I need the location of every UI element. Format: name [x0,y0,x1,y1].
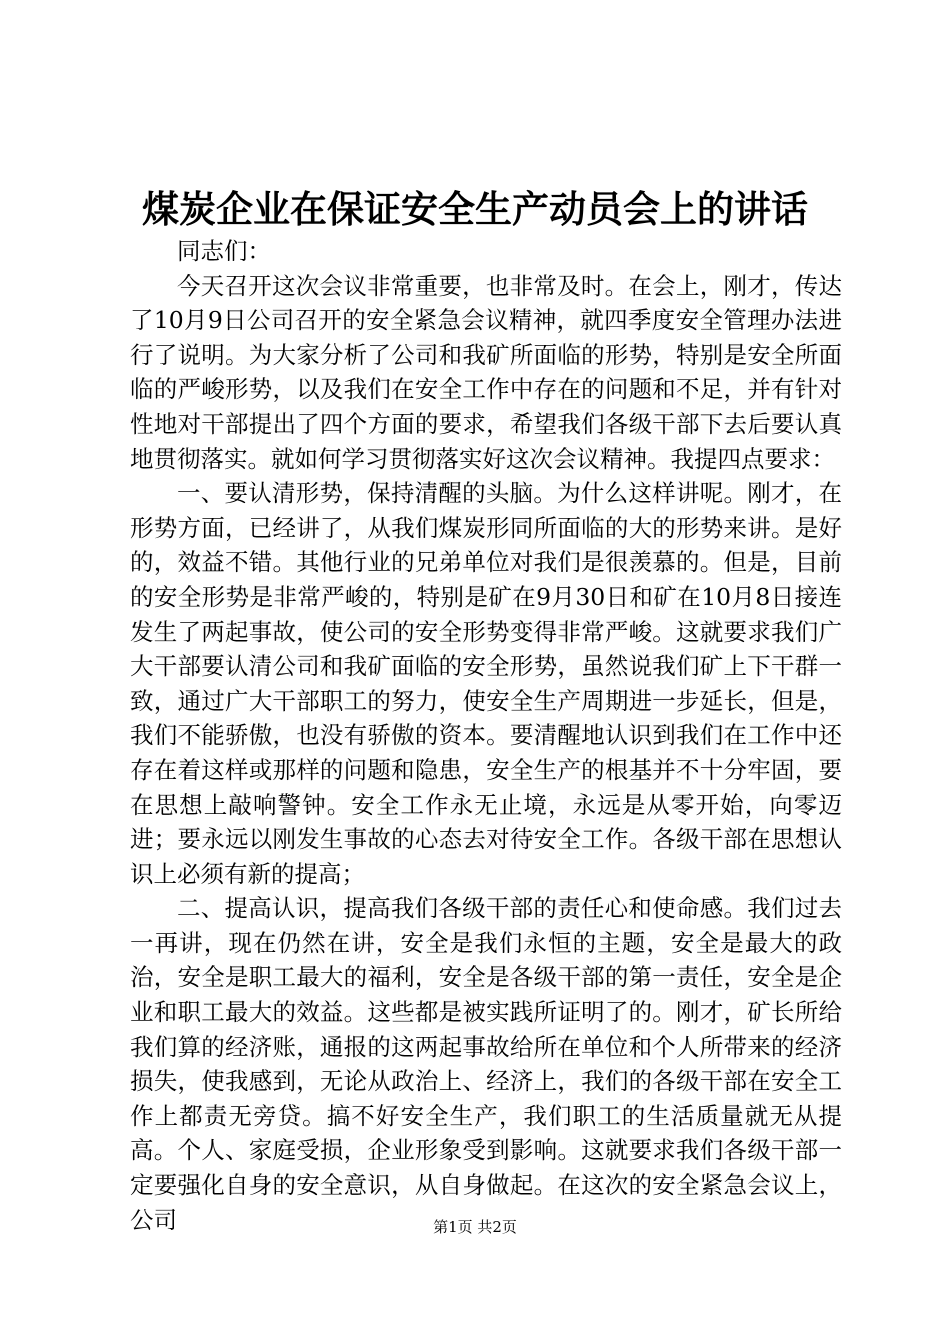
salutation: 同志们： [177,237,271,265]
paragraph-intro: 今天召开这次会议非常重要，也非常及时。在会上，刚才，传达了10月9日公司召开的安全紧急会议精神，就四季度安全管理办法进行了说明。为大家分析了公司和我矿所面临的形势，特别是安全所面临的严峻形势，以及我们在安全工作中存在的问题和不足，并有针对性地对干部提出了四个方面的要求，希望我们各级干部下去后要认真地贯彻落实。就如何学习贯彻落实好这次会议精神。我提四点要求： [130,271,842,473]
page-footer: 第1页 共2页 [433,1218,517,1236]
document-title: 煤炭企业在保证安全生产动员会上的讲话 [142,187,808,231]
paragraph-point-two: 二、提高认识，提高我们各级干部的责任心和使命感。我们过去一再讲，现在仍然在讲，安全是我们永恒的主题，安全是最大的政治，安全是职工最大的福利，安全是各级干部的第一责任，安全是企业和职工最大的效益。这些都是被实践所证明了的。刚才，矿长所给我们算的经济账，通报的这两起事故给所在单位和个人所带来的经济损失，使我感到，无论从政治上、经济上，我们的各级干部在安全工作上都责无旁贷。搞不好安全生产，我们职工的生活质量就无从提高。个人、家庭受损，企业形象受到影响。这就要求我们各级干部一定要强化自身的安全意识，从自身做起。在这次的安全紧急会议上，公司 [130,894,842,1234]
paragraph-point-one: 一、要认清形势，保持清醒的头脑。为什么这样讲呢。刚才，在形势方面，已经讲了，从我们煤炭形同所面临的大的形势来讲。是好的，效益不错。其他行业的兄弟单位对我们是很羡慕的。但是，目前的安全形势是非常严峻的，特别是矿在9月30日和矿在10月8日接连发生了两起事故，使公司的安全形势变得非常严峻。这就要求我们广大干部要认清公司和我矿面临的安全形势，虽然说我们矿上下干群一致，通过广大干部职工的努力，使安全生产周期进一步延长，但是，我们不能骄傲，也没有骄傲的资本。要清醒地认识到我们在工作中还存在着这样或那样的问题和隐患，安全生产的根基并不十分牢固，要在思想上敲响警钟。安全工作永无止境，永远是从零开始，向零迈进；要永远以刚发生事故的心态去对待安全工作。各级干部在思想认识上必须有新的提高； [130,479,842,888]
document-body [130,234,842,1237]
